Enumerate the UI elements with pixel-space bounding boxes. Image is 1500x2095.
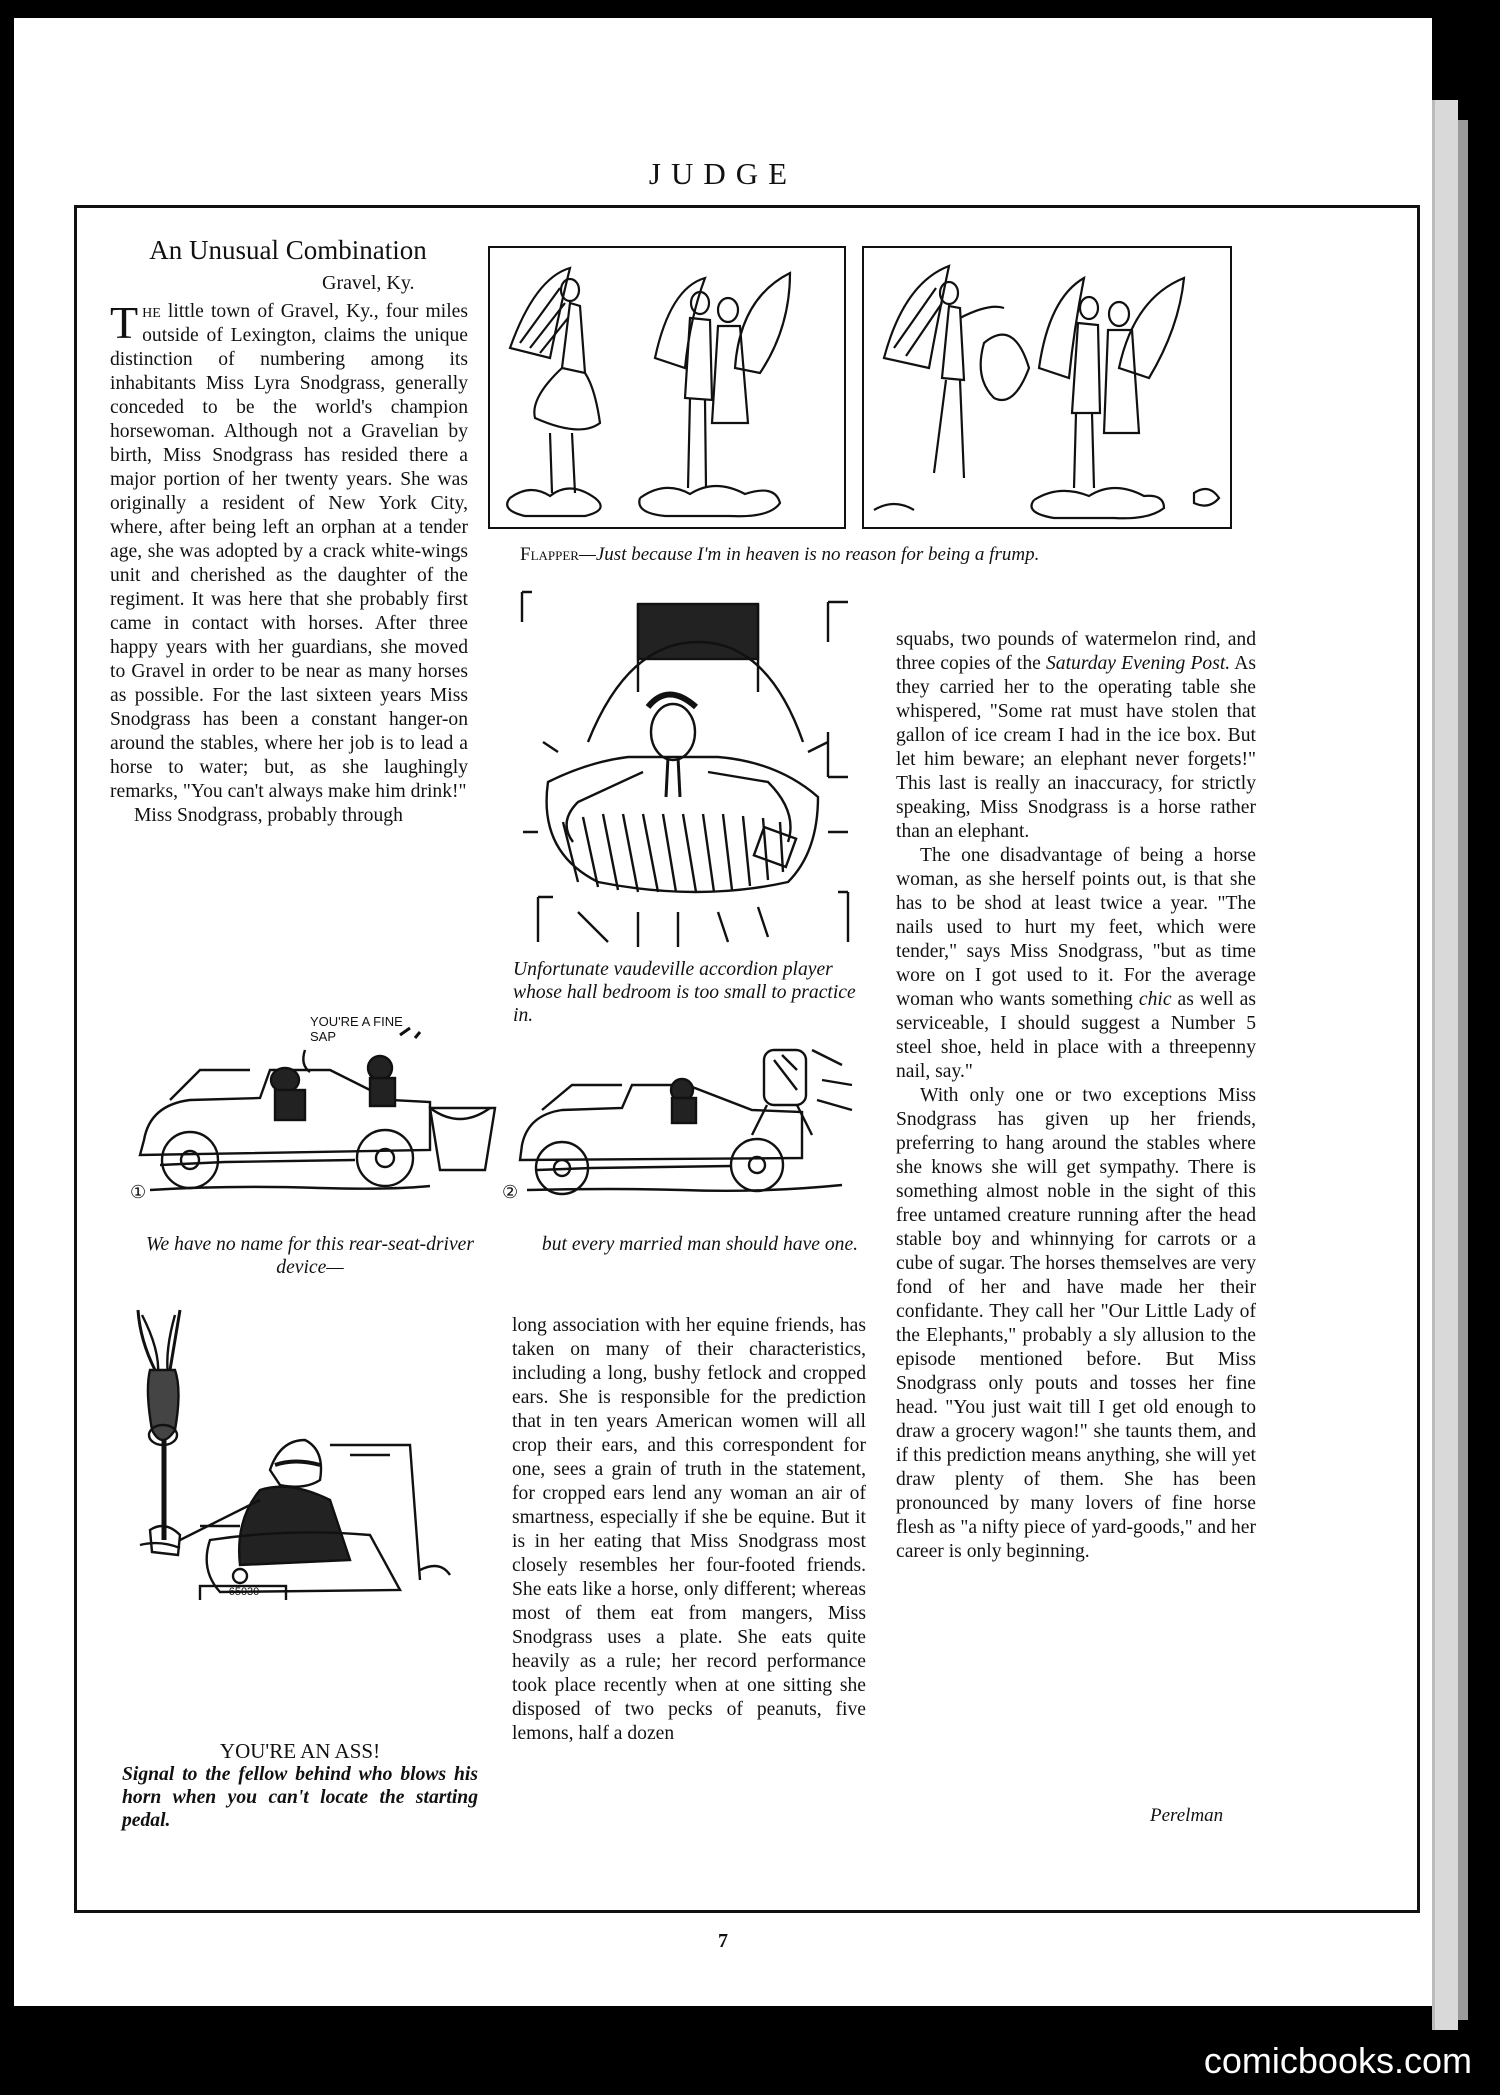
magazine-title: JUDGE: [648, 156, 798, 191]
donkey-caption: Signal to the fellow behind who blows his horn when you can't locate the starting pedal.: [122, 1764, 478, 1831]
paragraph-text: squabs, two pounds of watermelon rind, and three copies of the: [896, 629, 1256, 674]
article-paragraph: long association with her equine friends, has taken on many of their characteristics, including a long, bushy fetlock and cropped ears. She is responsible for the prediction that in ten years American women will all crop their ears, and this correspondent for one, sees a grain of truth in the statement, for cropped ears lend any woman an air of smartness, especially if she be equine. But it is in her eating that Miss Snodgrass most closely resembles her four-footed friends. She eats like a horse, only different; whereas most of them eat from mangers, Miss Snodgrass uses a plate. She eats quite heavily as a rule; her record performance took place recently when at one sitting she disposed of two pecks of peanuts, five lemons, half a dozen: [512, 1315, 866, 1744]
italic-word: chic: [1138, 989, 1172, 1010]
article-column-1: [110, 297, 468, 828]
article-column-2: [512, 1314, 866, 1746]
author-signature: Perelman: [1150, 1805, 1224, 1826]
page-number: 7: [718, 1930, 728, 1952]
page-edge-shadow: [1458, 120, 1468, 2020]
italic-title: Saturday Evening Post.: [1045, 653, 1231, 674]
article-dateline: Gravel, Ky.: [322, 272, 415, 294]
flapper-panel-2: [862, 246, 1232, 529]
article-paragraph: [896, 844, 1256, 1084]
article-paragraph: Miss Snodgrass, probably through: [134, 805, 403, 826]
article-paragraph: [110, 297, 468, 804]
article-paragraph: With only one or two exceptions Miss Snodgrass has given up her friends, preferring to hang around the stables where she knows she will get sympathy. There is something almost noble in the sight of this free untamed creature running after the head stable boy and whinnying for carrots or a cube of sugar. The horses themselves are very fond of her and have made her their confidante. They call her "Our Little Lady of the Elephants," probably a sly allusion to the episode mentioned before. But Miss Snodgrass only pouts and tosses her fine head. "You just wait till I get old enough to draw a grocery wagon!" she taunts them, and if this prediction means anything, she will yet draw plenty of them. She has been pronounced by many lovers of fine horse flesh as "a nifty piece of yard-goods," and her career is only beginning.: [896, 1085, 1256, 1562]
drop-cap: T: [110, 297, 139, 348]
page-edge: [1432, 100, 1458, 2030]
flapper-panel-1: [488, 246, 846, 529]
accordion-caption: Unfortunate vaudeville accordion player whose hall bedroom is too small to practice in.: [513, 959, 856, 1026]
donkey-heading: YOU'RE AN ASS!: [219, 1739, 381, 1763]
speech-text: YOU'RE A FINE SAP: [310, 1014, 403, 1044]
panel-number-1: ①: [130, 1182, 147, 1202]
lead-smallcaps: he: [142, 301, 161, 322]
paragraph-text: little town of Gravel, Ky., four miles outside of Lexington, claims the unique distinction of numbering among its inhabitants Miss Lyra Snodgrass, generally conceded to be the world's champion horsewoman. Although not a Gravelian by birth, Miss Snodgrass has resided there a major portion of her twenty years. She was originally a resident of New York City, where, after being left an orphan at a tender age, she was adopted by a crack white-wings unit and cherished as the daughter of the regiment. It was here that she probably first came in contact with horses. After three happy years with her guardians, she moved to Gravel in order to be near as many horses as possible. For the last sixteen years Miss Snodgrass has been a constant hanger-on around the stables, where her job is to lead a horse to water; but, as she laughingly remarks, "You can't always make him drink!": [110, 301, 468, 802]
caption-text: —Just because I'm in heaven is no reason for being a frump.: [578, 544, 1040, 565]
car-cartoon-1: [130, 1010, 510, 1215]
article-headline: An Unusual Combination: [149, 235, 427, 265]
article-paragraph: [896, 628, 1256, 844]
watermark: comicbooks.com: [1203, 2040, 1472, 2081]
accordion-cartoon: [518, 582, 886, 952]
flapper-caption: [520, 543, 1240, 566]
paragraph-text: As they carried her to the operating table she whispered, "Some rat must have stolen that gallon of ice cream I had in the ice box. But let him beware; an elephant never forgets!" This last is really an inaccuracy, for strictly speaking, Miss Snodgrass is a horse rather than an elephant.: [896, 653, 1257, 842]
paragraph-text: as well as serviceable, I should suggest a Number 5 steel shoe, held in place with a threepenny nail, say.": [896, 989, 1256, 1082]
car-caption-left: We have no name for this rear-seat-driver device—: [146, 1234, 474, 1278]
car-cartoon-2: [502, 1040, 872, 1215]
panel-number-2: ②: [502, 1182, 519, 1202]
donkey-cartoon: [120, 1290, 480, 1600]
caption-label: Flapper: [520, 544, 579, 565]
car-caption-right: but every married man should have one.: [541, 1234, 859, 1255]
license-plate: 65030: [228, 1586, 260, 1598]
paragraph-text: The one disadvantage of being a horse woman, as she herself points out, is that she has to be shod at least twice a year. "The nails used to hurt my feet, which were tender," says Miss Snodgrass, "but as time wore on I got used to it. For the average woman who wants something: [896, 845, 1256, 1010]
article-column-3: [896, 628, 1256, 1564]
